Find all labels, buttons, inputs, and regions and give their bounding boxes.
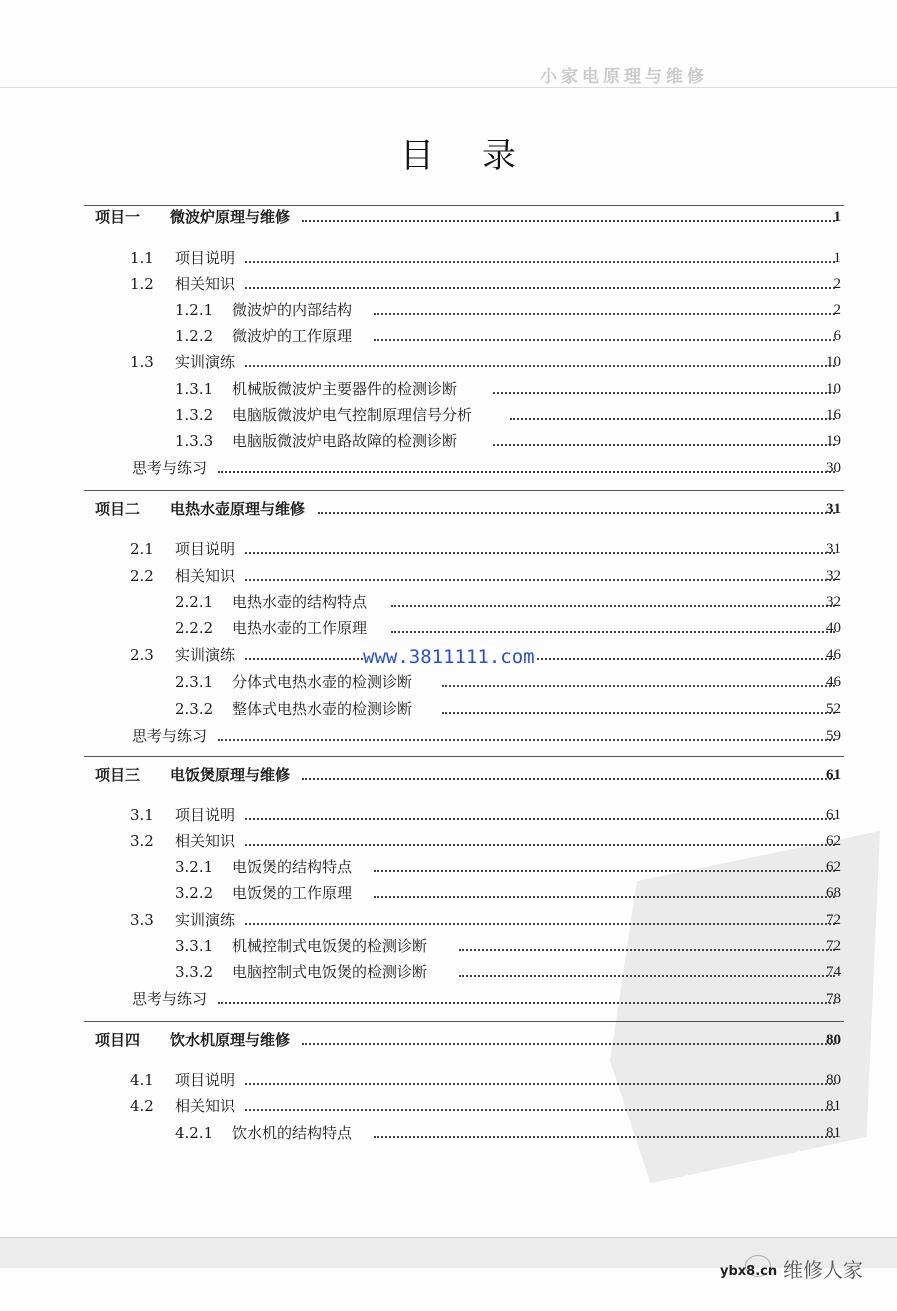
entry-page: 72 <box>826 912 841 928</box>
running-header: 小家电原理与维修 <box>540 67 708 87</box>
entry-number: 2.2.1 <box>175 593 214 611</box>
entry-page: 62 <box>826 859 841 875</box>
leader-dots <box>302 1043 835 1045</box>
leader-dots <box>245 818 835 820</box>
entry-label: 思考与练习 <box>132 727 208 745</box>
toc-entry[interactable] <box>0 671 897 693</box>
entry-number: 4.2 <box>130 1097 154 1115</box>
leader-dots <box>245 261 835 263</box>
entry-label: 机械版微波炉主要器件的检测诊断 <box>232 380 458 398</box>
toc-entry[interactable] <box>0 1069 897 1091</box>
entry-page: 32 <box>826 594 841 610</box>
toc-entry[interactable] <box>0 498 897 520</box>
leader-dots <box>374 896 835 898</box>
entry-number: 1.3.1 <box>175 380 214 398</box>
entry-number: 1.3.3 <box>175 432 214 450</box>
entry-label: 微波炉原理与维修 <box>170 208 291 226</box>
entry-label: 电热水壶的结构特点 <box>232 593 368 611</box>
toc-entry[interactable] <box>0 430 897 452</box>
entry-label: 相关知识 <box>175 275 236 293</box>
entry-label: 电饭煲的结构特点 <box>232 858 353 876</box>
entry-page: 1 <box>833 250 841 266</box>
entry-label: 电饭煲的工作原理 <box>232 884 353 902</box>
leader-dots <box>459 975 835 977</box>
entry-label: 机械控制式电饭煲的检测诊断 <box>232 937 428 955</box>
toc-entry[interactable] <box>0 325 897 347</box>
leader-dots <box>302 220 835 222</box>
entry-number: 1.1 <box>130 249 154 267</box>
entry-number: 3.3.1 <box>175 937 214 955</box>
entry-page: 68 <box>826 885 841 901</box>
toc-entry[interactable] <box>0 299 897 321</box>
toc-entry[interactable] <box>0 961 897 983</box>
entry-label: 微波炉的内部结构 <box>232 301 353 319</box>
entry-label: 实训演练 <box>175 911 236 929</box>
entry-label: 思考与练习 <box>132 990 208 1008</box>
toc-entry[interactable] <box>0 764 897 786</box>
entry-label: 实训演练 <box>175 353 236 371</box>
entry-page: 81 <box>826 1125 841 1141</box>
toc-entry[interactable] <box>0 247 897 269</box>
leader-dots <box>245 658 835 660</box>
entry-number: 1.3.2 <box>175 406 214 424</box>
entry-number: 3.2.2 <box>175 884 214 902</box>
toc-entry[interactable] <box>0 404 897 426</box>
toc-entry[interactable] <box>0 457 897 479</box>
entry-number: 3.3.2 <box>175 963 214 981</box>
entry-label: 电脑控制式电饭煲的检测诊断 <box>232 963 428 981</box>
entry-label: 饮水机原理与维修 <box>170 1031 291 1049</box>
entry-number: 3.2 <box>130 832 154 850</box>
entry-label: 整体式电热水壶的检测诊断 <box>232 700 413 718</box>
entry-label: 分体式电热水壶的检测诊断 <box>232 673 413 691</box>
divider <box>84 1021 844 1022</box>
toc-entry[interactable] <box>0 591 897 613</box>
leader-dots <box>459 949 835 951</box>
entry-label: 项目说明 <box>175 806 236 824</box>
leader-dots <box>302 778 835 780</box>
header-divider <box>0 87 897 88</box>
leader-dots <box>318 512 835 514</box>
divider <box>84 756 844 757</box>
entry-page: 46 <box>826 674 841 690</box>
entry-page: 2 <box>833 302 841 318</box>
entry-page: 52 <box>826 701 841 717</box>
leader-dots <box>374 339 835 341</box>
leader-dots <box>391 631 835 633</box>
leader-dots <box>510 418 835 420</box>
entry-number: 项目二 <box>95 500 141 518</box>
entry-page: 2 <box>833 276 841 292</box>
entry-number: 1.2.2 <box>175 327 214 345</box>
entry-number: 3.3 <box>130 911 154 929</box>
entry-number: 项目四 <box>95 1031 141 1049</box>
entry-number: 3.2.1 <box>175 858 214 876</box>
entry-label: 项目说明 <box>175 1071 236 1089</box>
entry-label: 相关知识 <box>175 832 236 850</box>
leader-dots <box>245 552 835 554</box>
divider <box>84 490 844 491</box>
page-title: 目录 <box>400 136 564 176</box>
entry-page: 78 <box>826 991 841 1007</box>
toc-entry[interactable] <box>0 617 897 639</box>
entry-number: 4.2.1 <box>175 1124 214 1142</box>
entry-page: 30 <box>826 460 841 476</box>
toc-entry[interactable] <box>0 1029 897 1051</box>
entry-page: 81 <box>826 1098 841 1114</box>
toc-entry[interactable] <box>0 804 897 826</box>
entry-page: 19 <box>826 433 841 449</box>
toc-entry[interactable] <box>0 1122 897 1144</box>
entry-page: 32 <box>826 568 841 584</box>
entry-number: 2.1 <box>130 540 154 558</box>
toc-entry[interactable] <box>0 856 897 878</box>
entry-number: 4.1 <box>130 1071 154 1089</box>
entry-page: 61 <box>826 767 841 783</box>
toc-entry[interactable] <box>0 988 897 1010</box>
entry-label: 实训演练 <box>175 646 236 664</box>
entry-label: 相关知识 <box>175 1097 236 1115</box>
leader-dots <box>493 444 835 446</box>
entry-page: 74 <box>826 964 841 980</box>
leader-dots <box>218 1002 835 1004</box>
entry-number: 1.2.1 <box>175 301 214 319</box>
entry-number: 2.3 <box>130 646 154 664</box>
entry-page: 80 <box>826 1072 841 1088</box>
toc-entry[interactable] <box>0 538 897 560</box>
entry-number: 1.3 <box>130 353 154 371</box>
entry-label: 电热水壶原理与维修 <box>170 500 306 518</box>
footer-brand: 维修人家 <box>783 1258 863 1282</box>
entry-label: 项目说明 <box>175 540 236 558</box>
leader-dots <box>493 392 835 394</box>
leader-dots <box>391 605 835 607</box>
entry-page: 59 <box>826 728 841 744</box>
entry-number: 项目三 <box>95 766 141 784</box>
leader-dots <box>245 923 835 925</box>
entry-page: 6 <box>833 328 841 344</box>
entry-label: 电饭煲原理与维修 <box>170 766 291 784</box>
entry-number: 2.3.2 <box>175 700 214 718</box>
toc-entry[interactable] <box>0 725 897 747</box>
entry-label: 电脑版微波炉电路故障的检测诊断 <box>232 432 458 450</box>
entry-page: 31 <box>826 501 841 517</box>
toc-entry[interactable] <box>0 378 897 400</box>
toc-entry[interactable] <box>0 1095 897 1117</box>
entry-page: 46 <box>826 647 841 663</box>
leader-dots <box>442 685 835 687</box>
toc-entry[interactable] <box>0 698 897 720</box>
leader-dots <box>374 870 835 872</box>
entry-number: 3.1 <box>130 806 154 824</box>
entry-page: 1 <box>833 209 841 225</box>
entry-page: 31 <box>826 541 841 557</box>
entry-page: 80 <box>826 1032 841 1048</box>
entry-label: 饮水机的结构特点 <box>232 1124 353 1142</box>
entry-label: 电热水壶的工作原理 <box>232 619 368 637</box>
entry-number: 2.2 <box>130 567 154 585</box>
entry-page: 40 <box>826 620 841 636</box>
entry-page: 62 <box>826 833 841 849</box>
leader-dots <box>245 844 835 846</box>
leader-dots <box>218 739 835 741</box>
leader-dots <box>245 287 835 289</box>
leader-dots <box>245 1083 835 1085</box>
entry-label: 项目说明 <box>175 249 236 267</box>
toc-entry[interactable] <box>0 565 897 587</box>
entry-page: 61 <box>826 807 841 823</box>
entry-label: 相关知识 <box>175 567 236 585</box>
toc-entry[interactable] <box>0 909 897 931</box>
entry-page: 16 <box>826 407 841 423</box>
entry-page: 10 <box>826 354 841 370</box>
toc-entry[interactable] <box>0 830 897 852</box>
leader-dots <box>442 712 835 714</box>
entry-number: 项目一 <box>95 208 141 226</box>
toc-entry[interactable] <box>0 935 897 957</box>
entry-label: 思考与练习 <box>132 459 208 477</box>
toc-entry[interactable] <box>0 882 897 904</box>
leader-dots <box>218 471 835 473</box>
leader-dots <box>374 313 835 315</box>
entry-number: 1.2 <box>130 275 154 293</box>
entry-label: 电脑版微波炉电气控制原理信号分析 <box>232 406 473 424</box>
toc-entry[interactable] <box>0 206 897 228</box>
footer-site: ybx8.cn <box>720 1264 778 1279</box>
toc-entry[interactable] <box>0 351 897 373</box>
entry-page: 72 <box>826 938 841 954</box>
toc-entry[interactable] <box>0 273 897 295</box>
entry-number: 2.2.2 <box>175 619 214 637</box>
entry-page: 10 <box>826 381 841 397</box>
leader-dots <box>374 1136 835 1138</box>
entry-label: 微波炉的工作原理 <box>232 327 353 345</box>
url-watermark: www.3811111.com <box>363 646 535 668</box>
leader-dots <box>245 1109 835 1111</box>
entry-number: 2.3.1 <box>175 673 214 691</box>
leader-dots <box>245 579 835 581</box>
leader-dots <box>245 365 835 367</box>
